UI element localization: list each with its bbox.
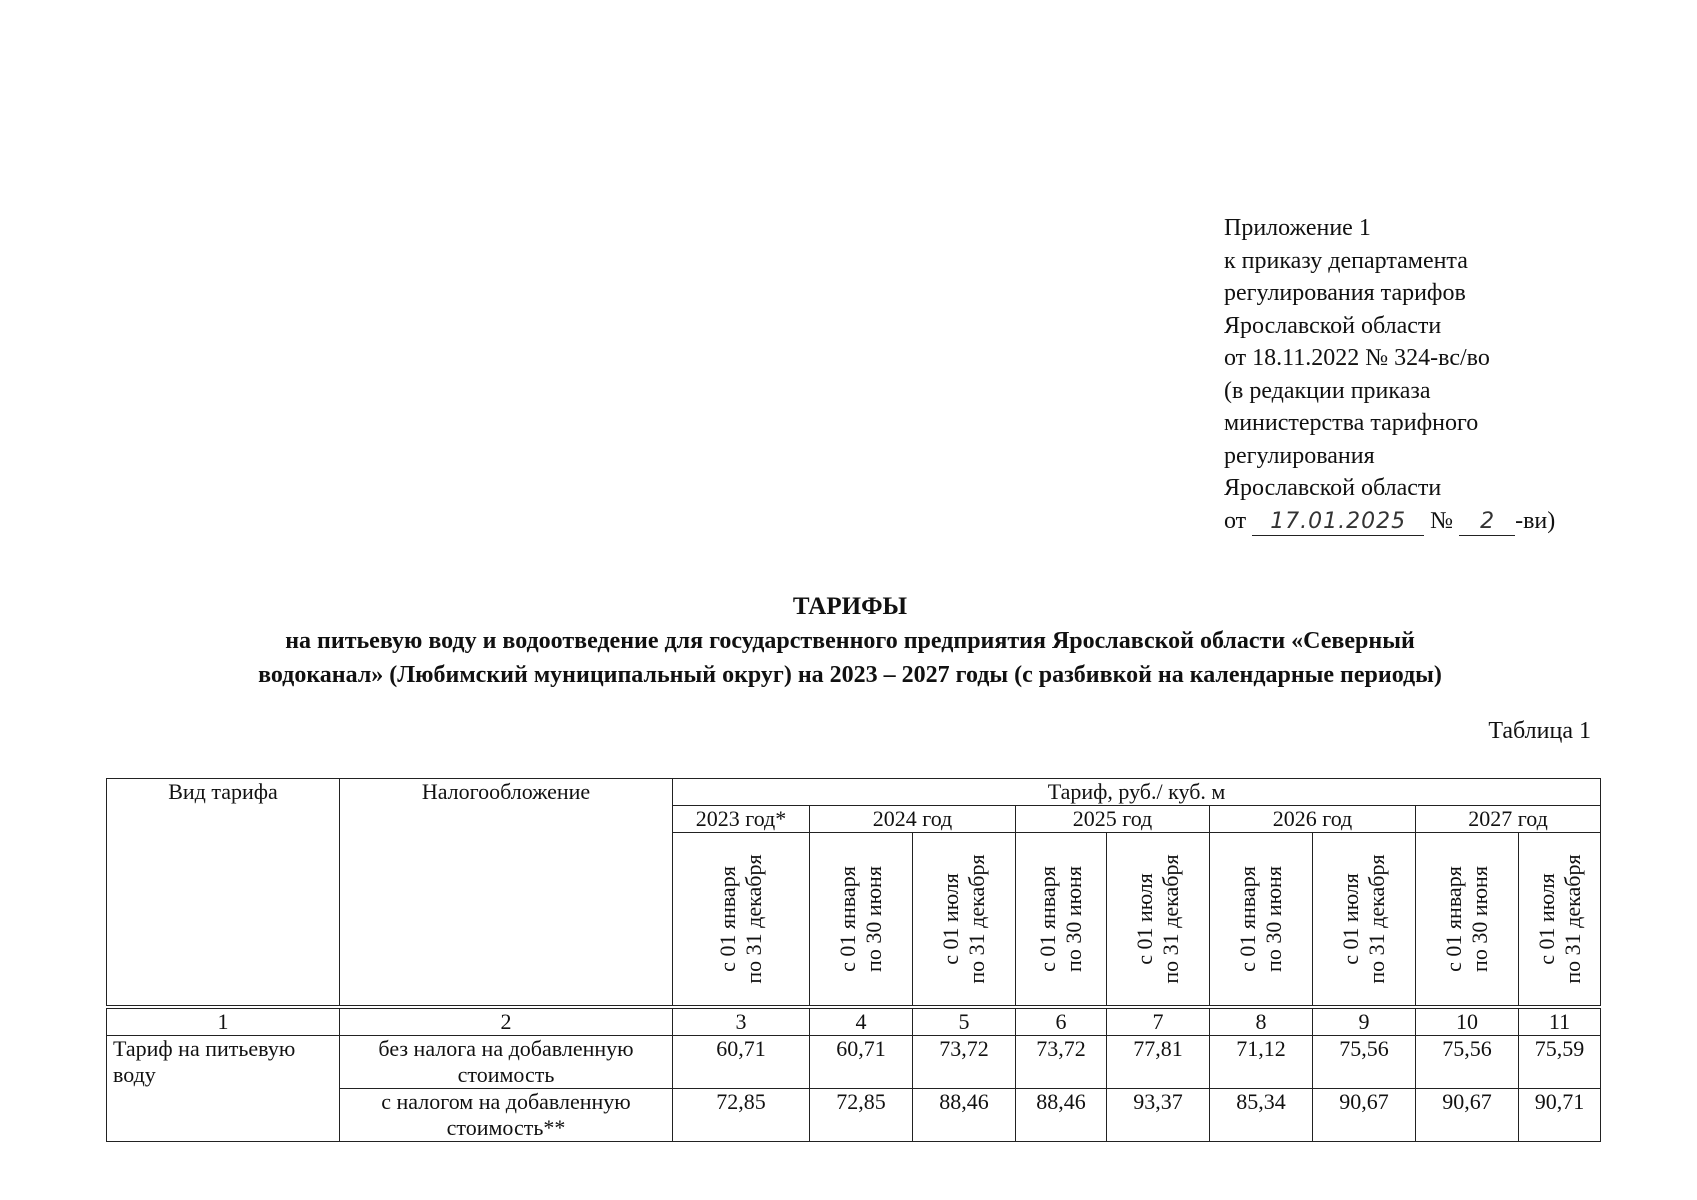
appendix-line: Ярославской области [1224, 475, 1442, 501]
year-header: 2023 год* [673, 806, 810, 833]
col-number: 8 [1210, 1007, 1313, 1036]
title-line-2: водоканал» (Любимский муниципальный округ) на 2023 – 2027 годы (с разбивкой на календарные периоды) [258, 662, 1442, 688]
appendix-line: регулирования тарифов [1224, 280, 1466, 306]
appendix-last-line [1224, 505, 1555, 538]
period-header: с 01 января по 30 июня [1016, 833, 1107, 1008]
year-header: 2024 год [810, 806, 1016, 833]
header-tax: Налогообложение [340, 779, 673, 1008]
order-suffix: -ви) [1515, 507, 1556, 534]
title-main: ТАРИФЫ [792, 593, 908, 620]
appendix-from: от [1224, 507, 1247, 534]
col-number: 2 [340, 1007, 673, 1036]
value-cell: 60,71 [673, 1036, 810, 1089]
number-sign: № [1430, 507, 1454, 534]
table-row [107, 1036, 1601, 1089]
period-header: с 01 июля по 31 декабря [1519, 833, 1601, 1008]
value-cell: 90,67 [1416, 1089, 1519, 1142]
appendix-line: регулирования [1224, 442, 1375, 469]
header-tariff: Тариф, руб./ куб. м [673, 779, 1601, 806]
title-line-1: на питьевую воду и водоотведение для государственного предприятия Ярославской области «Северный [285, 628, 1415, 654]
tax-cell: без налога на добавленную стоимость [340, 1036, 673, 1089]
tax-cell: с налогом на добавленную стоимость** [340, 1089, 673, 1142]
value-cell: 72,85 [673, 1089, 810, 1142]
col-number: 3 [673, 1007, 810, 1036]
year-header: 2026 год [1210, 806, 1416, 833]
period-header: с 01 июля по 31 декабря [1313, 833, 1416, 1008]
col-number: 5 [913, 1007, 1016, 1036]
value-cell: 60,71 [810, 1036, 913, 1089]
value-cell: 75,56 [1313, 1036, 1416, 1089]
period-header: с 01 января по 30 июня [1416, 833, 1519, 1008]
col-number: 6 [1016, 1007, 1107, 1036]
value-cell: 77,81 [1107, 1036, 1210, 1089]
appendix-line: от 18.11.2022 № 324-вс/во [1224, 345, 1490, 371]
value-cell: 90,71 [1519, 1089, 1601, 1142]
tariff-type-cell: Тариф на питьевую воду [107, 1036, 340, 1142]
value-cell: 75,56 [1416, 1036, 1519, 1089]
col-number: 1 [107, 1007, 340, 1036]
col-number: 4 [810, 1007, 913, 1036]
value-cell: 93,37 [1107, 1089, 1210, 1142]
header-type: Вид тарифа [107, 779, 340, 1008]
appendix-line: Ярославской области [1224, 312, 1442, 339]
value-cell: 73,72 [1016, 1036, 1107, 1089]
appendix-line: министерства тарифного [1224, 410, 1479, 436]
document-title [100, 590, 1600, 692]
value-cell: 88,46 [913, 1089, 1016, 1142]
year-header: 2025 год [1016, 806, 1210, 833]
year-header: 2027 год [1416, 806, 1601, 833]
appendix-line: (в редакции приказа [1224, 377, 1431, 404]
period-header: с 01 июля по 31 декабря [913, 833, 1016, 1008]
appendix-line: к приказу департамента [1224, 247, 1468, 274]
col-number: 7 [1107, 1007, 1210, 1036]
table-label: Таблица 1 [1488, 718, 1591, 744]
tariff-table [106, 778, 1601, 1142]
appendix-block [1224, 212, 1555, 537]
column-numbers-row [107, 1007, 1601, 1036]
value-cell: 90,67 [1313, 1089, 1416, 1142]
value-cell: 71,12 [1210, 1036, 1313, 1089]
col-number: 10 [1416, 1007, 1519, 1036]
handwritten-date: 17.01.2025 [1252, 509, 1424, 536]
appendix-line: Приложение 1 [1224, 215, 1371, 241]
period-header: с 01 января по 30 июня [810, 833, 913, 1008]
period-header: с 01 января по 31 декабря [673, 833, 810, 1008]
header-row-1 [107, 779, 1601, 806]
value-cell: 88,46 [1016, 1089, 1107, 1142]
col-number: 11 [1519, 1007, 1601, 1036]
value-cell: 75,59 [1519, 1036, 1601, 1089]
period-header: с 01 июля по 31 декабря [1107, 833, 1210, 1008]
col-number: 9 [1313, 1007, 1416, 1036]
value-cell: 85,34 [1210, 1089, 1313, 1142]
value-cell: 72,85 [810, 1089, 913, 1142]
period-header: с 01 января по 30 июня [1210, 833, 1313, 1008]
value-cell: 73,72 [913, 1036, 1016, 1089]
handwritten-number: 2 [1459, 509, 1515, 536]
